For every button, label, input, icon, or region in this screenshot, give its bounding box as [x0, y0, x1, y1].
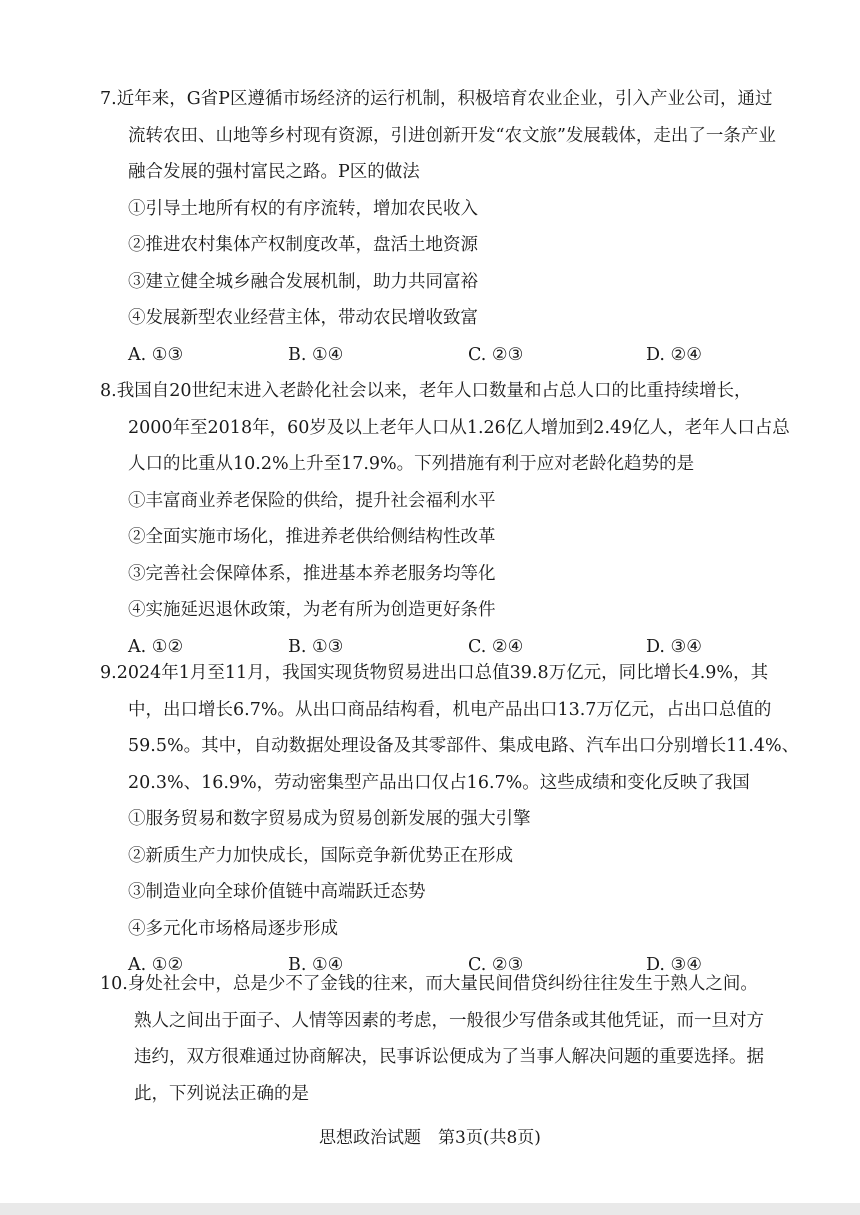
question-number: 9. — [100, 663, 117, 683]
statement-option: ①服务贸易和数字贸易成为贸易创新发展的强大引擎 — [128, 809, 531, 829]
question-stem-line: 此，下列说法正确的是 — [134, 1083, 309, 1104]
question-stem-line: 违约，双方很难通过协商解决，民事诉讼便成为了当事人解决问题的重要选择。据 — [134, 1047, 764, 1067]
question-stem-line: 2000年至2018年，60岁及以上老年人口从1.26亿人增加到2.49亿人，老年人口占总 — [128, 417, 790, 438]
stem-text: 我国自20世纪末进入老龄化社会以来，老年人口数量和占总人口的比重持续增长， — [116, 381, 752, 401]
footer-subject: 思想政治试题 — [319, 1128, 422, 1148]
stem-text: 身处社会中，总是少不了金钱的往来，而大量民间借贷纠纷往往发生于熟人之间。 — [127, 974, 758, 994]
question-stem-line — [100, 373, 790, 410]
question-8 — [100, 373, 790, 665]
question-number: 10. — [100, 974, 128, 994]
statement-option: ④发展新型农业经营主体，带动农民增收致富 — [128, 308, 478, 328]
question-stem-line — [100, 81, 790, 118]
choice-a: A. ①③ — [128, 344, 184, 365]
statement-option: ①丰富商业养老保险的供给，提升社会福利水平 — [128, 490, 496, 511]
question-7 — [100, 81, 790, 373]
statement-option: ②全面实施市场化，推进养老供给侧结构性改革 — [128, 527, 496, 547]
question-stem-line: 20.3%、16.9%，劳动密集型产品出口仅占16.7%。这些成绩和变化反映了我国 — [128, 772, 750, 793]
choice-b: B. ①④ — [288, 344, 344, 365]
question-stem-line: 融合发展的强村富民之路。P区的做法 — [128, 162, 420, 182]
question-9 — [100, 655, 800, 984]
question-stem-line — [100, 966, 790, 1003]
page-footer — [0, 1123, 860, 1153]
statement-option: ①引导土地所有权的有序流转，增加农民收入 — [128, 198, 478, 219]
choice-a: A. ①② — [128, 636, 184, 657]
question-number: 7. — [100, 89, 117, 109]
answer-choices — [128, 337, 790, 374]
choice-c: C. ②③ — [468, 955, 524, 975]
choice-b: B. ①③ — [288, 636, 344, 657]
choice-a: A. ①② — [128, 955, 184, 975]
question-stem-line — [100, 655, 790, 692]
question-stem-line: 人口的比重从10.2%上升至17.9%。下列措施有利于应对老龄化趋势的是 — [128, 454, 695, 474]
choice-d: D. ③④ — [646, 636, 702, 657]
statement-option: ③建立健全城乡融合发展机制，助力共同富裕 — [128, 271, 478, 292]
statement-option: ②推进农村集体产权制度改革，盘活土地资源 — [128, 235, 478, 255]
question-stem-line: 中，出口增长6.7%。从出口商品结构看，机电产品出口13.7万亿元，占出口总值的 — [128, 699, 772, 720]
scan-bottom-edge — [0, 1203, 860, 1215]
choice-c: C. ②③ — [468, 344, 524, 365]
statement-option: ④实施延迟退休政策，为老有所为创造更好条件 — [128, 600, 496, 620]
choice-d: D. ②④ — [646, 344, 702, 365]
question-10 — [100, 966, 790, 1112]
statement-option: ③完善社会保障体系，推进基本养老服务均等化 — [128, 563, 496, 584]
footer-page-number: 第3页(共8页) — [438, 1128, 541, 1148]
question-stem-line: 流转农田、山地等乡村现有资源，引进创新开发“农文旅”发展载体，走出了一条产业 — [128, 125, 776, 146]
stem-text: 2024年1月至11月，我国实现货物贸易进出口总值39.8万亿元，同比增长4.9%，其 — [116, 663, 769, 683]
question-stem-line: 59.5%。其中，自动数据处理设备及其零部件、集成电路、汽车出口分别增长11.4%、 — [128, 736, 800, 756]
statement-option: ③制造业向全球价值链中高端跃迁态势 — [128, 882, 426, 902]
statement-option: ②新质生产力加快成长，国际竞争新优势正在形成 — [128, 845, 513, 866]
choice-b: B. ①④ — [288, 955, 344, 975]
question-stem-line: 熟人之间出于面子、人情等因素的考虑，一般很少写借条或其他凭证，而一旦对方 — [134, 1010, 764, 1031]
question-number: 8. — [100, 381, 117, 401]
choice-c: C. ②④ — [468, 636, 524, 657]
stem-text: 近年来，G省P区遵循市场经济的运行机制，积极培育农业企业，引入产业公司，通过 — [116, 89, 773, 109]
statement-option: ④多元化市场格局逐步形成 — [128, 918, 338, 939]
choice-d: D. ③④ — [646, 955, 702, 975]
